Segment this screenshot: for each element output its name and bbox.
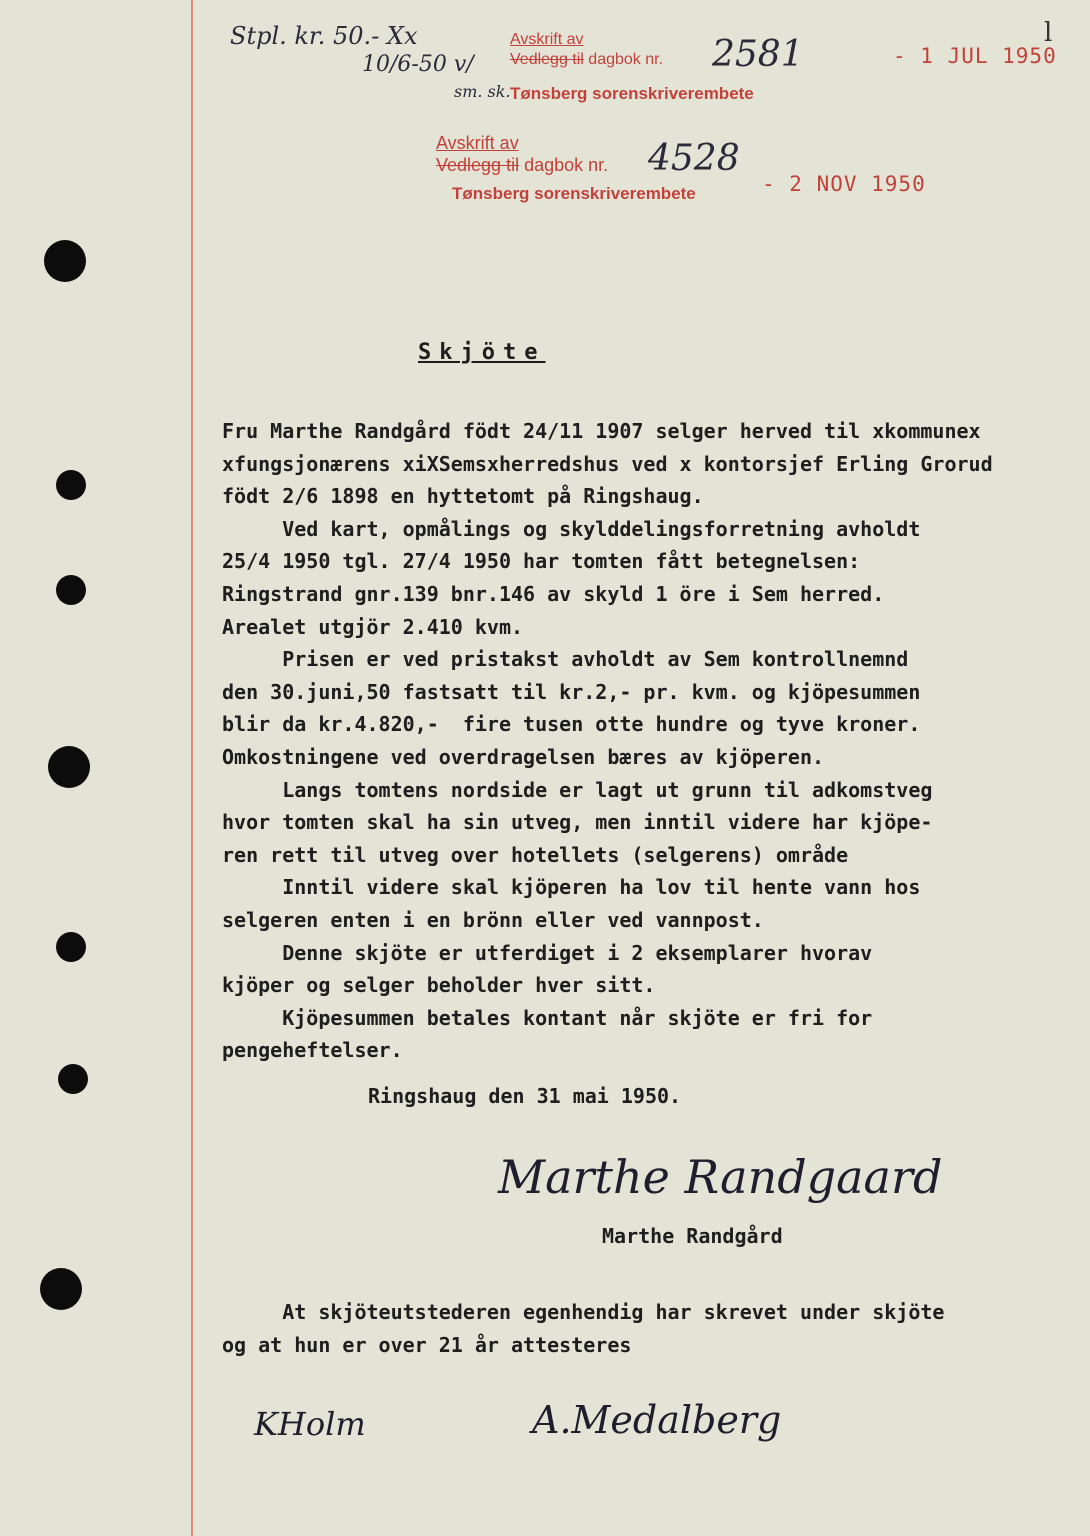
body-line: Arealet utgjör 2.410 kvm. [222, 614, 524, 639]
signature-handwritten: Marthe Randgaard [498, 1150, 943, 1204]
stamp-1-label: dagbok nr. [588, 51, 664, 68]
punch-hole-4 [48, 746, 90, 788]
margin-rule [191, 0, 193, 1536]
stamp-1-line1: Avskrift av [510, 31, 584, 48]
margin-note-fee: Stpl. kr. 50.- Xx [230, 22, 418, 50]
body-line: Omkostningene ved overdragelsen bæres av kjöperen. [222, 745, 825, 769]
punch-hole-7 [40, 1268, 82, 1310]
body-line: xfungsjonærens xiXSemsxherredshus ved x kontorsjef Erling Grorud [222, 451, 993, 476]
signature-typed: Marthe Randgård [602, 1224, 783, 1248]
witness-signature-2: A.Medalberg [532, 1398, 782, 1442]
corner-mark: l [1044, 18, 1053, 48]
place-date: Ringshaug den 31 mai 1950. [368, 1084, 682, 1108]
stamp-2-office: Tønsberg sorenskriverembete [452, 184, 696, 203]
attest-line-2: og at hun er over 21 år attesteres [222, 1333, 632, 1357]
body-line: Prisen er ved pristakst avholdt av Sem kontrollnemnd [222, 647, 909, 672]
punch-hole-5 [56, 932, 86, 962]
stamp-2-line2: Vedlegg til [436, 155, 520, 175]
body-line: selgeren enten i en brönn eller ved vannpost. [222, 908, 764, 932]
body-line: 25/4 1950 tgl. 27/4 1950 har tomten fått betegnelsen: [222, 549, 861, 574]
stamp-2-line1: Avskrift av [436, 133, 519, 153]
document-title: Skjöte [418, 340, 546, 365]
body-line: Langs tomtens nordside er lagt ut grunn til adkomstveg [222, 777, 933, 802]
body-line: kjöper og selger beholder hver sitt. [222, 973, 656, 998]
body-line: den 30.juni,50 fastsatt til kr.2,- pr. kvm. og kjöpesummen [222, 679, 921, 704]
attest-line-1: At skjöteutstederen egenhendig har skrevet under skjöte [222, 1300, 945, 1324]
body-line: födt 2/6 1898 en hyttetomt på Ringshaug. [222, 484, 704, 509]
body-line: pengeheftelser. [222, 1038, 403, 1063]
body-line: blir da kr.4.820,- fire tusen otte hundre og tyve kroner. [222, 712, 921, 737]
margin-note-date: 10/6-50 v/ [362, 52, 474, 77]
punch-hole-6 [58, 1064, 88, 1094]
body-line: Kjöpesummen betales kontant når skjöte er fri for [222, 1005, 873, 1030]
body-line: Ringstrand gnr.139 bnr.146 av skyld 1 öre i Sem herred. [222, 582, 885, 606]
stamp-1 [510, 30, 663, 70]
body-line: ren rett til utveg over hotellets (selgerens) område [222, 842, 849, 867]
stamp-1-number: 2581 [712, 34, 804, 75]
stamp-2 [436, 132, 608, 176]
stamp-2-date: - 2 NOV 1950 [762, 172, 926, 196]
body-line: Ved kart, opmålings og skylddelingsforretning avholdt [222, 516, 921, 541]
punch-hole-2 [56, 470, 86, 500]
stamp-1-line2: Vedlegg til [510, 51, 584, 68]
punch-hole-3 [56, 575, 86, 605]
stamp-2-label: dagbok nr. [524, 155, 609, 175]
body-line: Fru Marthe Randgård födt 24/11 1907 selger herved til xkommunex [222, 419, 981, 443]
margin-note-initials: sm. sk. [454, 82, 511, 101]
body-line: Denne skjöte er utferdiget i 2 eksemplarer hvorav [222, 940, 873, 965]
body-line: hvor tomten skal ha sin utveg, men inntil videre har kjöpe- [222, 810, 933, 835]
punch-hole-1 [44, 240, 86, 282]
body-line: Inntil videre skal kjöperen ha lov til hente vann hos [222, 875, 921, 900]
stamp-1-office: Tønsberg sorenskriverembete [510, 84, 754, 103]
stamp-1-date: - 1 JUL 1950 [893, 44, 1057, 68]
stamp-2-number: 4528 [648, 138, 740, 179]
witness-signature-1: KHolm [254, 1405, 366, 1443]
